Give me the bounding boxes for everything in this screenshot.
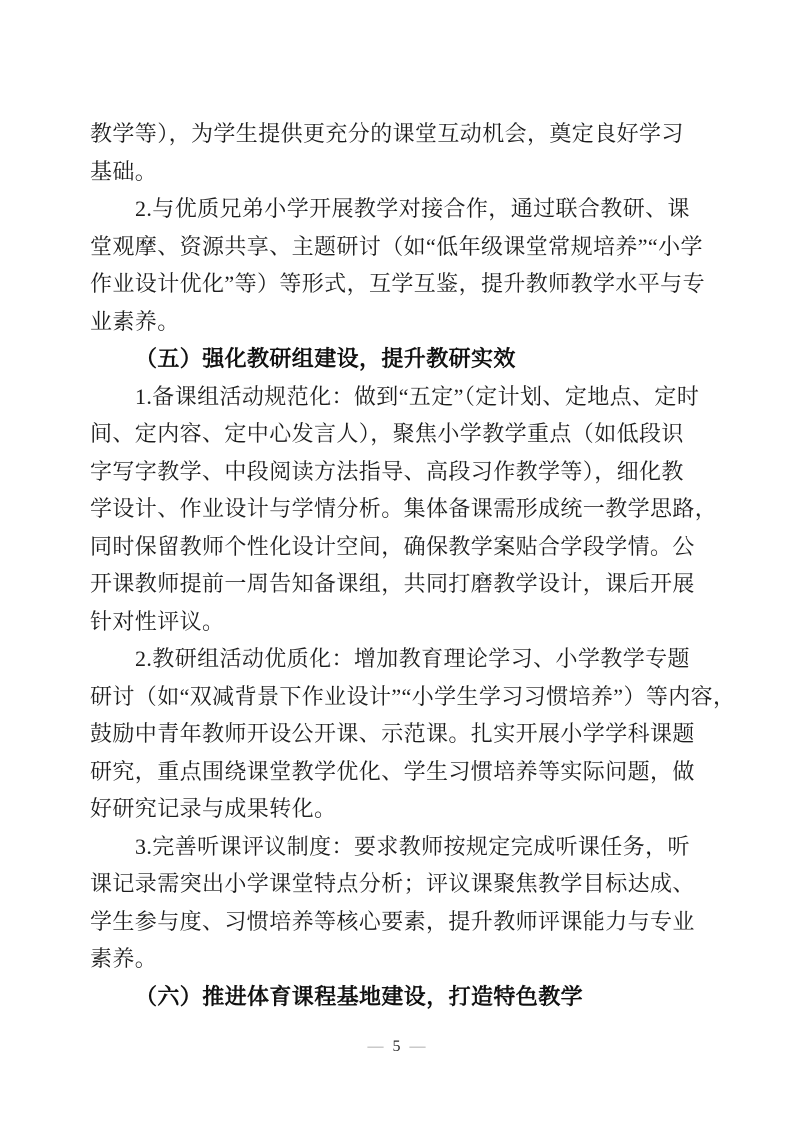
text-line: 字写字教学、中段阅读方法指导、高段习作教学等），细化教 (90, 458, 684, 484)
document-body (90, 115, 736, 1015)
text-line: 3.完善听课评议制度：要求教师按规定完成听课任务，听 (135, 833, 690, 859)
text-line: 2.与优质兄弟小学开展教学对接合作，通过联合教研、课 (135, 196, 690, 221)
text-line: 研讨（如“双减背景下作业设计”“小学生学习习惯培养”）等内容， (90, 683, 736, 709)
text-line: 鼓励中青年教师开设公开课、示范课。扎实开展小学学科课题 (90, 721, 695, 746)
text-line: 1.备课组活动规范化：做到“五定”（定计划、定地点、定时 (135, 383, 700, 409)
text-line: 教学等），为学生提供更充分的课堂互动机会，奠定良好学习 (90, 121, 684, 146)
text-line: 同时保留教师个性化设计空间，确保教学案贴合学段学情。公 (90, 533, 695, 559)
page-footer (0, 1036, 793, 1058)
text-line: 2.教研组活动优质化：增加教育理论学习、小学教学专题 (135, 646, 690, 671)
text-line: 开课教师提前一周告知备课组，共同打磨教学设计，课后开展 (90, 571, 695, 596)
text-line: 业素养。 (90, 308, 180, 334)
text-line: 学生参与度、习惯培养等核心要素，提升教师评课能力与专业 (90, 908, 695, 934)
page-number: 5 (392, 1038, 401, 1055)
text-line: 学设计、作业设计与学情分析。集体备课需形成统一教学思路， (90, 496, 718, 521)
text-line: 堂观摩、资源共享、主题研讨（如“低年级课堂常规培养”“小学 (90, 233, 703, 259)
text-line: 基础。 (90, 158, 158, 184)
text-line: 针对性评议。 (90, 608, 225, 634)
text-line: 间、定内容、定中心发言人），聚焦小学教学重点（如低段识 (90, 421, 684, 446)
text-line: 作业设计优化”等）等形式，互学互鉴，提升教师教学水平与专 (90, 271, 705, 296)
text-line: 课记录需突出小学课堂特点分析；评议课聚焦教学目标达成、 (90, 871, 695, 896)
footer-dash-left: — (367, 1038, 384, 1055)
footer-dash-right: — (409, 1038, 426, 1055)
section-heading: （六）推进体育课程基地建设，打造特色教学 (135, 983, 584, 1009)
section-heading: （五）强化教研组建设，提升教研实效 (135, 346, 516, 371)
text-line: 素养。 (90, 946, 158, 971)
text-line: 研究，重点围绕课堂教学优化、学生习惯培养等实际问题，做 (90, 758, 695, 784)
text-line: 好研究记录与成果转化。 (90, 796, 337, 821)
